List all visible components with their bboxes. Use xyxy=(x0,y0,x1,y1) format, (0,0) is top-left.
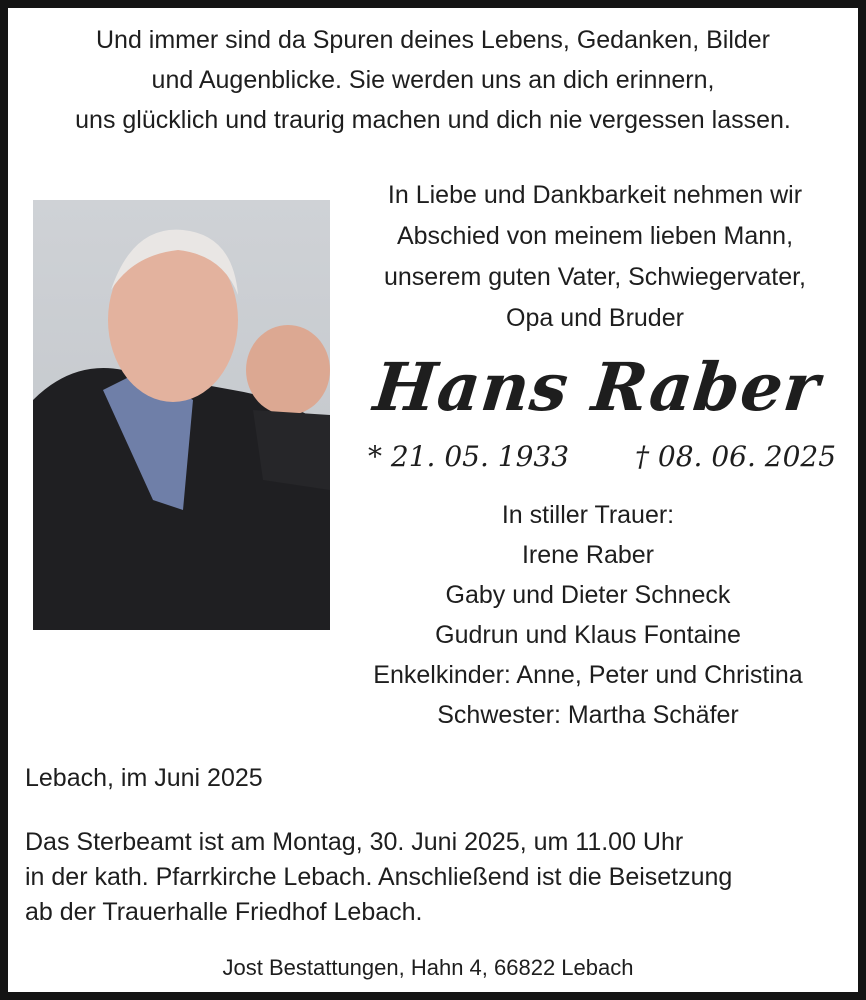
mourner: Irene Raber xyxy=(521,541,655,569)
intro-line: uns glücklich und traurig machen und dich nie vergessen lassen. xyxy=(75,106,791,134)
service-line: in der kath. Pfarrkirche Lebach. Anschließend ist die Beisetzung xyxy=(25,863,733,891)
mourner: Gaby und Dieter Schneck xyxy=(445,581,731,609)
mourners-heading: In stiller Trauer: xyxy=(501,501,675,529)
funeral-home: Jost Bestattungen, Hahn 4, 66822 Lebach xyxy=(222,955,634,980)
mourner: Gudrun und Klaus Fontaine xyxy=(435,621,741,649)
service-line: Das Sterbeamt ist am Montag, 30. Juni 2025, um 11.00 Uhr xyxy=(25,828,684,856)
farewell-text xyxy=(384,175,806,338)
place-date: Lebach, im Juni 2025 xyxy=(25,764,263,792)
portrait-photo xyxy=(33,200,330,630)
death-date: † 08. 06. 2025 xyxy=(635,440,837,473)
deceased-name: Hans Raber xyxy=(370,348,824,426)
birth-date: * 21. 05. 1933 xyxy=(368,440,570,473)
intro-poem xyxy=(75,20,791,140)
intro-line: Und immer sind da Spuren deines Lebens, Gedanken, Bilder xyxy=(95,26,771,54)
service-line: ab der Trauerhalle Friedhof Lebach. xyxy=(25,898,423,926)
mourners-list xyxy=(373,495,802,735)
service-info xyxy=(25,825,732,930)
mourner: Schwester: Martha Schäfer xyxy=(437,701,739,729)
mourner: Enkelkinder: Anne, Peter und Christina xyxy=(373,661,803,689)
farewell-line: Opa und Bruder xyxy=(506,304,684,332)
farewell-line: Abschied von meinem lieben Mann, xyxy=(396,222,794,250)
farewell-line: unserem guten Vater, Schwiegervater, xyxy=(384,263,806,291)
intro-line: und Augenblicke. Sie werden uns an dich erinnern, xyxy=(151,66,715,94)
farewell-line: In Liebe und Dankbarkeit nehmen wir xyxy=(387,181,803,209)
